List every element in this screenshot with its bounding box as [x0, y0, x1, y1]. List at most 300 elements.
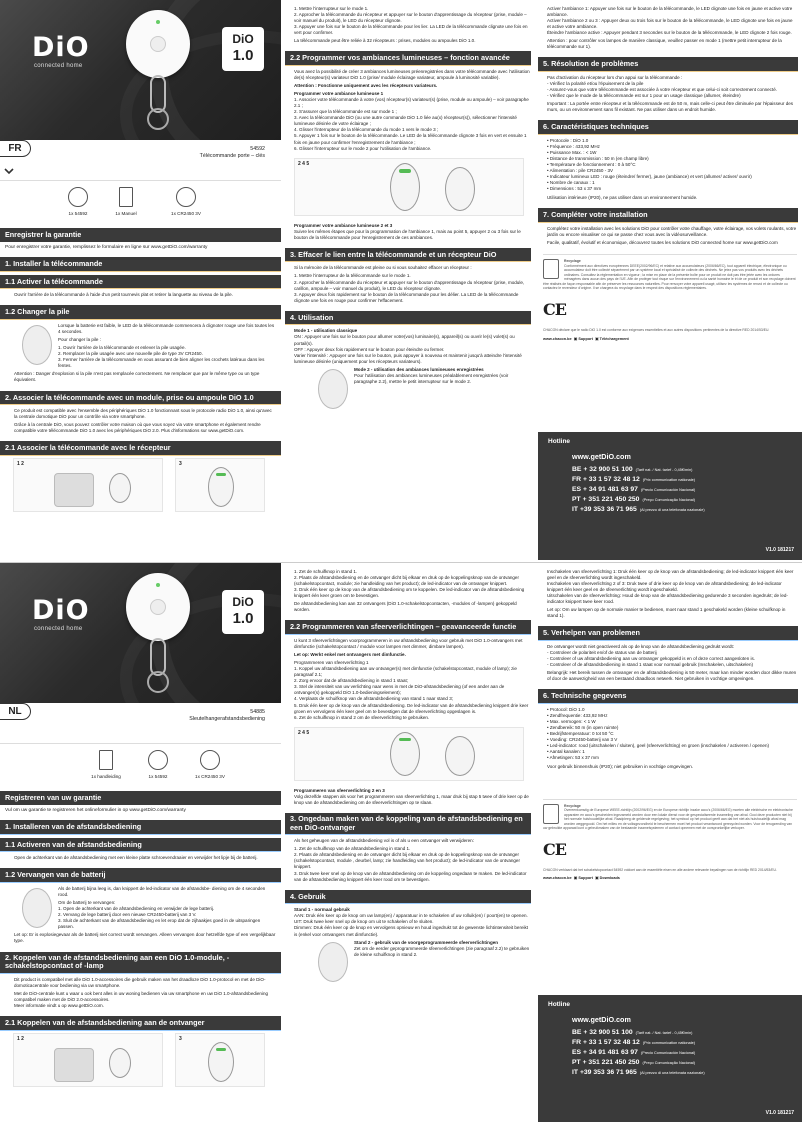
warranty-text: Vul om uw garantie te registreren het onlineformulier in op www.getDiO.com/warranty [5, 807, 186, 813]
figure-step-3 [175, 458, 265, 512]
weee-bin-icon [543, 804, 559, 824]
spec-item: • Voeding: CR2450-batterij van 3 V [547, 737, 618, 743]
phone-country: FR [572, 1039, 582, 1047]
receiver-image [54, 473, 94, 507]
section-3-text [285, 835, 535, 886]
paragraph: Ce produit est compatible avec l'ensemble des périphériques DiO 1.0 fonctionnant sous le protocole radio DiO 1.0, ainsi qu'avec la centrale domotique DiO pour un contrôle via votre smartphone. [14, 408, 272, 420]
figure-ambiance [294, 727, 524, 781]
spec-item: • Protocole : DiO 1.0 [547, 138, 589, 144]
paragraph: 1. Zet de schuifknop in stand 1. [294, 569, 358, 574]
warranty-text: Pour enregistrer votre garantie, remplissez le formulaire en ligne sur www.getDiO.com/warranty [5, 244, 208, 250]
paragraph: 1. Mettre l'interrupteur sur le mode 1. [294, 6, 369, 11]
paragraph: 1. Ouvrir l'arrière de la télécommande et enlever la pile usagée. [58, 345, 186, 351]
phone-country: IT [572, 506, 579, 514]
content-label: 1x CR2450 3V [195, 774, 225, 779]
spec-item: • Alimentation : pile CR2450 - 3V [547, 168, 614, 174]
warranty-title: Enregistrer la garantie [0, 228, 281, 242]
paragraph: 3. Druk twee keer snel op de knop van de afstandsbediening om de koppeling ongedaan te maken. De led-indicator van de afstandsbediening knippert één keer rood om te bevestigen. [294, 870, 527, 882]
figure-ambiance [294, 158, 524, 216]
spec-item: • Max. vermogen: < 1 W [547, 719, 596, 725]
paragraph: Utilisation intérieure (IP20), ne pas utiliser dans un environnement humide. [547, 195, 698, 201]
paragraph: Suivre les mêmes étapes que pour la programmation de l'ambiance 1, mais au point 5, appuyer 2 ou 3 fois sur le bouton de la télécommande pour l'enregistrement de ces ambiances. [294, 228, 521, 240]
figure-label: 3 [179, 461, 182, 468]
dio-1-badge [222, 27, 264, 71]
paragraph: Éteindre l'ambiance active : Appuyer pendant 3 secondes sur le bouton de la télécommande, le LED clignote 2 fois rouge. [547, 30, 792, 36]
phone-tariff: (Tarif nat. / Nat. tarief - 0,45€/min) [635, 1031, 693, 1036]
paragraph: Pas d'activation du récepteur lors d'un appui sur la télécommande : [547, 75, 683, 81]
hotline-title: Hotline [548, 438, 571, 445]
spec-item: • Protocol: DiO 1.0 [547, 707, 585, 713]
content-item [80, 750, 132, 780]
phone-tariff: (Precio Comunicación Nacional) [640, 1051, 696, 1056]
content-item [100, 187, 152, 217]
support-link[interactable]: Support [578, 336, 593, 341]
badge-line-1: DiO [232, 32, 254, 46]
paragraph: 3. Sluit de achterkant van de afstandsbediening en let erop dat de zijhaakjes goed in de uitsparingen passen. [58, 918, 261, 930]
recycling-note [543, 799, 797, 831]
subheading: Mode 2 - utilisation des ambiances lumineuses enregistrées [354, 366, 484, 372]
content-item [132, 750, 184, 780]
paragraph: - Assurez-vous que votre télécommande est associée à votre récepteur et que celui-ci soit correctement connecté. [547, 87, 777, 93]
section-1-1-title: 1.1 Activeren van de afstandsbediening [0, 838, 281, 853]
paragraph: Vous avez la possibilité de créer 3 ambiances lumineuses préenregistrées dans votre télécommande avec l'utilisation de(s) récepteur(s) variateur DiO 1.0 (prise/ module éclairage variateur, ampoule à luminosité variable). [294, 68, 530, 81]
paragraph: 5. Appuyer 1 fois sur le bouton de la télécommande. Le LED de la télécommande clignote 3 fois en vert et ensuite 1 fois en jaune pour confirmer l'enregistrement de l'ambiance ; [294, 133, 527, 145]
paragraph: Als de batterij bijna leeg is, dan knippert de led-indicator van de afstandsbe- diening om de 4 seconden rood. [58, 886, 266, 898]
phone-tariff: (Prix communication nationale) [642, 478, 695, 483]
paragraph: Important : La portée entre récepteur et la télécommande est de 50 m, mais celle-ci peut être diminuée par l'épaisseur des murs, ou un environnement sans fil existant. Ne pas utiliser dans un endroit humide. [547, 101, 794, 113]
brand-logo: DiO [32, 32, 90, 63]
paragraph: Belangrijk: Het bereik tussen de ontvanger en de afstandsbediening is 50 meter, maar kan minder worden door dikke muren of door de aanwezigheid van een bestaand draadloos netwerk. Niet gebruiken in vochtige omgevingen. [547, 670, 797, 682]
phone-country: BE [572, 1029, 582, 1037]
remote-image [390, 732, 420, 776]
dio-1-badge [222, 590, 264, 634]
section-6-text [538, 135, 802, 205]
paragraph: - Vérifiez que le mode de la télécommande est sur 1 pour un usage classique (allumer, éteindre) [547, 93, 741, 99]
figure-label: 2 4 5 [298, 729, 310, 736]
phone-tariff: (Preço Comunicação Nacional) [642, 1061, 696, 1066]
hotline-title: Hotline [548, 1001, 571, 1008]
phone-tariff: (Prix communication nationale) [642, 1041, 695, 1046]
paragraph: 1. Open de achterkant van de afstandsbediening en verwijder de lege batterij. [58, 906, 215, 912]
weee-bin-icon [543, 259, 559, 279]
section-1-2-text [0, 883, 281, 948]
paragraph: Attention : Danger d'explosion si la pile n'est pas remplacée correctement. Ne remplacer que par le même type ou un type équivalent. [14, 371, 260, 383]
phone-line [572, 1028, 792, 1038]
battery-change-illustration [22, 325, 52, 365]
ambiance-figure [290, 158, 530, 218]
content-item [160, 187, 212, 217]
section-2-2-text [285, 66, 535, 156]
phone-line [572, 475, 792, 485]
ambiance-2-3 [285, 220, 535, 245]
badge-line-2: 1.0 [232, 610, 254, 627]
product-name: Télécommande porte – clés [199, 153, 265, 160]
remote-hand-image [445, 736, 475, 776]
phone-number: + 34 91 481 63 97 [582, 486, 638, 494]
content-item [184, 750, 236, 780]
receiver-image [54, 1048, 94, 1082]
phone-country: BE [572, 466, 582, 474]
paragraph: Om de batterij te vervangen: [58, 900, 116, 906]
section-3-title: 3. Ongedaan maken van de koppeling van de afstandsbediening en een DiO-ontvanger [285, 813, 531, 836]
chevron-down-icon [4, 166, 14, 176]
content-label: 1x Manuel [115, 211, 137, 216]
phone-tariff: (Tarif nat. / Nat. tarief - 0,45€/min) [635, 468, 693, 473]
ce-block [538, 835, 802, 864]
section-6-title: 6. Caractéristiques techniques [538, 120, 798, 135]
paragraph: 4. Verplaats de schuifknop van de afstandsbediening van stand 1 naar stand 3; [294, 696, 454, 702]
paragraph: Si la mémoire de la télécommande est pleine ou si vous souhaitez effacer un récepteur : [294, 265, 472, 271]
figure-label: 1 2 [17, 1035, 24, 1042]
badge-line-1: DiO [232, 595, 254, 609]
section-7-title: 7. Compléter votre installation [538, 208, 798, 223]
paragraph: Inschakelen van sfeerverlichting 2 of 3: Druk twee of drie keer op de knop van de afstandsbediening; de led-indicator knippert één keer geel en de sfeerverlichting wordt ingeschakeld. [547, 581, 782, 593]
chacon-link[interactable]: www.chacon.be [543, 336, 572, 341]
manual-icon [99, 750, 113, 770]
nl-language-row [0, 703, 281, 743]
pairing-steps [285, 3, 535, 48]
ref-number: 54592 [250, 146, 265, 152]
paragraph: Met de DiO-centrale kunt u waar u ook bent alles in uw woning bedienen via uw smartphone en uw DiO 1.0-afstandsbediening compatibel maken met de DiO 2.0-accessoires. [14, 991, 269, 1003]
phone-number: + 33 1 57 32 48 12 [582, 1039, 640, 1047]
section-2-title: 2. Koppelen van de afstandsbediening aan een DiO 1.0-module, -schakelstopcontact of -lamp [0, 952, 281, 975]
paragraph: Voor gebruik binnenshuis (IP20); niet gebruiken in vochtige omgevingen. [547, 764, 694, 770]
spec-item: • Zendfrequentie: 433,92 MHz [547, 713, 608, 719]
figure-step-1-2 [13, 458, 163, 512]
section-1-1-title: 1.1 Activer la télécommande [0, 275, 281, 290]
section-1-2-text [0, 320, 281, 387]
paragraph: Ouvrir l'arrière de la télécommande à l'aide d'un petit tournevis plat et retirer la languette au niveau de la pile. [14, 292, 233, 298]
spec-item: • Afmetingen: 53 x 37 mm [547, 755, 599, 761]
manual-icon [119, 187, 133, 207]
spec-item: • Température de fonctionnement : 0 à 50°C [547, 162, 636, 168]
spec-item: • Indicateur lumineux LED : rouge (éteindre/ fermer), jaune (ambiance) et vert (allumer/ activer/ ouvrir) [547, 174, 752, 180]
section-1-title: 1. Installeren van de afstandsbediening [0, 820, 281, 835]
battery-change-illustration [22, 888, 52, 928]
paragraph: 3. Avec la télécommande DiO (ou une autre commande DiO 1.0 liée au(x) récepteur(s)), sélectionner l'intensité lumineuse désirée de votre éclairage ; [294, 115, 517, 127]
phone-number: + 34 91 481 63 97 [582, 1049, 638, 1057]
pairing-figure [5, 458, 276, 514]
paragraph: ON : Appuyer une fois sur le bouton pour allumer votre(vos) luminaire(s), appareil(s) ou ouvrir le(s) volet(s) ou portail(s). [294, 334, 515, 346]
brand-subtitle: connected home [34, 626, 83, 632]
ce-mark-icon: CE [543, 839, 566, 859]
recycling-note [543, 254, 797, 291]
recycling-text: Overeenkomstig de Europese WEEE-richtlijn (2002/96/EG) en de Europese richtlijn inzake accu's (2006/66/EG) moeten alle elektrische en elektronische apparaten en accu's gescheiden ingezameld worden door een lokale dienst voor de gespecialiseerde inzameling van afval. Gooi deze producten niet bij het normale huishoudelijke afval. Raadpleeg de geldende regelgeving; het symbool op het product geeft aan dat het niet als huishoudelijk afval mag worden weggegooid. Om het milieu en de volksgezondheid te beschermen moet het product verantwoord gerecycled worden. Voor de terugzending van uw gebruikte apparaat kunt u gebruikmaken van de bestaande inzamelsystemen of contact opnemen met de oorspronkelijke verkoper. [543, 808, 793, 831]
language-tab: NL [0, 703, 31, 720]
paragraph: UIT: Druk twee keer snel op de knop om uit te schakelen of te sluiten. [294, 919, 434, 925]
nl-column-3 [538, 563, 802, 1122]
figure-label: 1 2 [17, 461, 24, 468]
section-2-2-title: 2.2 Programmer vos ambiances lumineuses – fonction avancée [285, 51, 531, 66]
paragraph: Pour changer la pile : [58, 337, 101, 343]
remote-image [126, 10, 190, 78]
phone-line [572, 1058, 792, 1068]
ce-mark-icon: CE [543, 299, 566, 319]
remote-image [126, 573, 190, 641]
nl-column-2 [285, 563, 535, 1122]
spec-item: • Nombre de canaux : 1 [547, 180, 595, 186]
phone-line [572, 1068, 792, 1078]
section-6-title: 6. Technische gegevens [538, 689, 798, 704]
section-4-title: 4. Gebruik [285, 890, 531, 905]
ce-declaration [543, 328, 797, 333]
section-2-1-title: 2.1 Koppelen van de afstandsbediening aan de ontvanger [0, 1016, 281, 1031]
phone-line [572, 505, 792, 515]
spec-item: • Puissance Max. : < 1W [547, 150, 597, 156]
website-link[interactable]: www.getDiO.com [572, 451, 631, 461]
phone-number: + 351 221 450 250 [582, 1059, 640, 1067]
paragraph: De ontvanger wordt niet geactiveerd als op de knop van de afstandsbediening gedrukt wordt: [547, 644, 735, 650]
paragraph: Activer l'ambiance 2 ou 3 : Appuyer deux ou trois fois sur le bouton de la télécommande, le LED clignote une fois en jaune et active votre ambiance. [547, 18, 793, 30]
paragraph: De afstandsbediening kan aan 32 ontvangers (DiO 1.0-schakelstopcontacten, -modules of -lampen) gekoppeld worden. [294, 601, 517, 613]
paragraph: 3. Appuyer deux fois rapidement sur le bouton de la télécommande pour les délier. La LED de la télécommande clignote une fois en rouge pour confirmer l'effacement. [294, 291, 519, 303]
remote-icon [148, 750, 168, 770]
phone-number: + 32 900 51 100 [583, 466, 633, 474]
phone-country: ES [572, 486, 582, 494]
dutch-half [0, 562, 802, 1122]
remote-led-image [208, 1042, 234, 1082]
paragraph: 2. Vervang de lege batterij door een nieuwe CR2450-batterij van 3 V. [58, 912, 197, 918]
paragraph: 5. Druk één keer op de knop van de afstandsbediening. De led-indicator van de afstandsbediening knippert drie keer groen en vervolgens één keer geel om te bevestigen dat de sfeerverlichting opgeslagen is. [294, 702, 529, 714]
paragraph: 3. Druk één keer op de knop van de afstandsbediening om te koppelen. De led-indicator van de afstandsbediening knippert één keer groen om te bevestigen. [294, 587, 525, 599]
section-4-text [285, 325, 535, 412]
link-row: www.chacon.be ▣ Support ▣ Downloads [543, 876, 620, 881]
content-label: 1x handleiding [91, 774, 121, 779]
section-5-text [538, 72, 802, 117]
remote-image [109, 473, 131, 503]
paragraph: 2. Approcher la télécommande du récepteur et appuyer sur le bouton d'apprentissage du récepteur (prise, module, carillon, ampoule – voir manuel du produit), le LED du récepteur clignote. [294, 279, 525, 291]
phone-line [572, 465, 792, 475]
section-1-1-text [0, 852, 281, 865]
phone-country: IT [572, 1069, 579, 1077]
paragraph: AAN: Druk één keer op de knop om uw lamp(en) / apparatuur in te schakelen of uw rolluik(en) / poort(en) te openen. [294, 913, 528, 919]
subheading: Programmer votre ambiance lumineuse 2 et 3 [294, 222, 393, 228]
paragraph [294, 83, 530, 89]
section-2-title: 2. Associer la télécommande avec un module, prise ou ampoule DiO 1.0 [0, 391, 281, 406]
section-1-2-title: 1.2 Changer la pile [0, 305, 281, 320]
link-row: www.chacon.be ▣ Support ▣ Téléchargement [543, 336, 629, 341]
phone-line [572, 495, 792, 505]
section-1-1-text [0, 289, 281, 302]
hotline-box [538, 432, 802, 560]
phone-number: + 32 900 51 100 [583, 1029, 633, 1037]
download-link[interactable]: Downloads [599, 876, 620, 881]
paragraph: Meer informatie vindt u op www.getDiO.com. [14, 1003, 104, 1009]
paragraph: - Controleer of de afstandsbediening in stand 1 staat voor normaal gebruik (Inschakelen, uitschakelen) [547, 662, 753, 668]
ambiance-figure [290, 727, 530, 783]
paragraph: Dit product is compatibel met alle DiO 1.0-accessoires die gebruik maken van het draadloze DiO 1.0-protocol en met de DiO-domoticacentrale voor bediening via uw smartphone. [14, 977, 266, 989]
phone-number: +39 353 36 71 965 [579, 1069, 637, 1077]
subheading: Programmer votre ambiance lumineuse 1 [294, 91, 384, 97]
phone-tariff: (Al prezzo di una telefonata nazionale) [639, 508, 705, 513]
keyring-ring-icon [147, 671, 169, 693]
paragraph: Volg dezelfde stappen als voor het programmeren van sfeerverlichting 1, maar druk bij stap 5 twee of drie keer op de knop van de afstandsbediening om de sfeerverlichtingen op te slaan. [294, 793, 529, 805]
paragraph: Activer l'ambiance 1: Appuyer une fois sur le bouton de la télécommande, le LED clignote une fois en jaune et active votre ambiance. [547, 6, 793, 18]
ce-note: CHACON déclare que le radio DiO 1.0 est conforme aux exigences essentielles et aux autres dispositions pertinentes de la directive RED 2014/53/EU. [543, 328, 770, 333]
spec-item: • Dimensions : 53 x 37 mm [547, 186, 602, 192]
phone-line [572, 1048, 792, 1058]
content-label: 1x 54592 [148, 774, 168, 779]
spec-item: • Distance de transmission : 50 m (en champ libre) [547, 156, 649, 162]
section-2-text [0, 974, 281, 1013]
ce-note: CHACON verklaart dat het schakelstopcontact 54592 voldoet aan de essentiële eisen en alle andere relevante bepalingen van de richtlijn RED 2014/53/EU. [543, 867, 777, 872]
spec-item: • Zendbereik: 50 m (in open ruimte) [547, 725, 619, 731]
paragraph: 2. Plaats de afstandsbediening en de ontvanger dicht bij elkaar en druk op de koppelingsknop van de ontvanger (schakelstopcontact, module; zie handleiding van het product); de led-indicator van de ontvanger knippert. [294, 575, 519, 587]
paragraph: 3. Appuyer une fois sur le bouton de la télécommande pour les lier. La LED de la télécommande clignote une fois en vert pour confirmer. [294, 24, 528, 36]
paragraph: - Controleer of uw afstandsbediening aan uw ontvanger gekoppeld is en of deze correct aangesloten is. [547, 656, 756, 662]
website-link[interactable]: www.getDiO.com [572, 1014, 631, 1024]
section-3-title: 3. Effacer le lien entre la télécommande et un récepteur DiO [285, 248, 531, 263]
fr-column-2 [285, 0, 535, 560]
section-1-2-title: 1.2 Vervangen van de batterij [0, 868, 281, 883]
paragraph: Let op: Om uw lampen op de normale manier te bedienen, moet naar stand 1 geschakeld worden (kleine schuifknop in stand 1). [547, 607, 786, 619]
paragraph: 6. Glisser l'interrupteur sur le mode 2 pour l'utilisation de l'ambiance. [294, 145, 432, 151]
figure-step-3 [175, 1033, 265, 1087]
phone-number: +39 353 36 71 965 [579, 506, 637, 514]
figure-label: 2 4 5 [298, 160, 310, 167]
product-name: Sleutelhangerafstandsbediening [189, 716, 265, 723]
paragraph: 2. Zorg ervoor dat de afstandsbediening in stand 1 staat; [294, 678, 408, 684]
badge-line-2: 1.0 [232, 47, 254, 64]
figure-label: 3 [179, 1035, 182, 1042]
paragraph: Pour l'utilisation des ambiances lumineuses préalablement enregistrées (voir paragraphe 2.2), mettre le petit interrupteur sur le mode 2. [354, 372, 509, 384]
phone-country: PT [572, 1059, 581, 1067]
pairing-figure [5, 1033, 276, 1089]
section-7-text [538, 223, 802, 250]
section-5-title: 5. Résolution de problèmes [538, 57, 798, 72]
spec-item: • Led-indicator: rood (uitschakelen / sluiten), geel (sfeerverlichting) en groen (inschakelen / activeren / openen) [547, 743, 769, 749]
warning-text: Attention : Fonctionne uniquement avec les récepteurs variateurs. [294, 83, 438, 89]
section-2-text [0, 405, 281, 438]
french-half [0, 0, 802, 560]
paragraph: 3. Stel de intensiteit van uw verlichting naar wens in met de DiO-afstandsbediening (of een ander aan de ontvanger(s) gekoppeld DiO 1.0-bedieningselement); [294, 684, 505, 696]
spec-item: • Aantal kanalen: 1 [547, 749, 585, 755]
phone-tariff: (Preço Comunicação Nacional) [642, 498, 696, 503]
paragraph: Zet om de eerder geprogrammeerde sfeerverlichtingen (zie paragraaf 2.2) te gebruiken de kleine schuifknop in stand 2. [354, 945, 530, 957]
phone-country: FR [572, 476, 582, 484]
mode-switch-illustration [318, 942, 348, 982]
product-ref [189, 709, 265, 723]
download-link[interactable]: Téléchargement [599, 336, 629, 341]
phone-tariff: (Precio Comunicación Nacional) [640, 488, 696, 493]
fr-column-1 [0, 0, 281, 560]
box-contents [0, 180, 281, 228]
phone-line [572, 1038, 792, 1048]
hotline-box [538, 995, 802, 1122]
fr-cover [0, 0, 281, 140]
version-label: V1.0 181217 [765, 547, 794, 554]
content-label: 1x 54592 [68, 211, 88, 216]
paragraph: Inschakelen van sfeerverlichting 1: Druk één keer op de knop van de afstandsbediening; de led-indicator knippert één keer geel en de sfeerverlichting wordt ingeschakeld. [547, 569, 794, 581]
brand-logo: DiO [32, 595, 90, 626]
paragraph: Open de achterkant van de afstandsbediening met een kleine platte schroevendraaier en verwijder het lipje bij de batterij. [14, 855, 258, 861]
paragraph: 1. Mettre l'interrupteur de la télécommande sur le mode 1. [294, 273, 411, 279]
chacon-link[interactable]: www.chacon.be [543, 876, 572, 881]
subheading: Stand 2 - gebruik van de voorgeprogrammeerde sfeerverlichtingen [354, 939, 499, 945]
paragraph: Complétez votre installation avec les solutions DiO pour contrôler votre chauffage, votre éclairage, vos volets roulants, votre jardin ou encore visualiser ce qui se passe chez vous avec la vidéosurveillance. [547, 226, 797, 238]
pairing-steps [285, 566, 535, 617]
subheading: Programmeren van sfeerverlichting 2 en 3 [294, 787, 385, 793]
content-label: 1x CR2450 3V [171, 211, 201, 216]
phone-tariff: (Al prezzo di una telefonata nazionale) [639, 1071, 705, 1076]
section-6-text [538, 704, 802, 774]
brand-subtitle: connected home [34, 63, 83, 69]
battery-icon [176, 187, 196, 207]
section-3-text [285, 262, 535, 307]
remote-led-image [208, 467, 234, 507]
paragraph: Als het geheugen van de afstandsbediening vol is of als u een ontvanger wilt verwijderen: [294, 838, 474, 844]
paragraph: 4. Glisser l'interrupteur de la télécommande du mode 1 vers le mode 3 ; [294, 127, 439, 133]
content-item [52, 187, 104, 217]
section-1-title: 1. Installer la télécommande [0, 257, 281, 272]
paragraph: Grâce à la centrale DiO, vous pouvez contrôler votre maison où que vous soyez via votre smartphone et également rendre compatible votre télécommande DiO 1.0 avec les périphériques DiO 2.0. Plus d'informations sur www.getDiO.com. [14, 422, 261, 434]
paragraph: Lorsque la batterie est faible, le LED de la télécommande commencera à clignoter rouge une fois toutes les 4 secondes. [58, 323, 275, 335]
recycling-title: Recyclage [564, 259, 581, 264]
paragraph: 1. Zet de schuifknop van de afstandsbediening in stand 1. [294, 846, 411, 852]
paragraph: 3. Fermer l'arrière de la télécommande en vous assurant de bien aligner les crochets latéraux dans les fentes. [58, 357, 265, 369]
warning-text: Let op: Werkt enkel met ontvangers met dimfunctie. [294, 652, 406, 658]
paragraph: Dimmen: Druk één keer op de knop en vervolgens opnieuw en houd ingedrukt tot de gewenste lichtintensiteit bereikt is (enkel voor ontvangers met dimfunctie). [294, 925, 529, 937]
paragraph: 1. Associer votre télécommande à votre (vos) récepteur(s) variateur(s) (prise, module ou ampoule) – voir paragraphe 2.1 ; [294, 97, 529, 109]
figure-step-1-2 [13, 1033, 163, 1087]
paragraph: 2. Plaats de afstandsbediening en de ontvanger dicht bij elkaar en druk op de koppelingsknop van de ontvanger (schakelstopcontact, module , deurbel, lamp; zie handleiding van het product); de led-indicator van de ontvanger knippert. [294, 852, 520, 870]
paragraph: 2. Remplacer la pile usagée avec une nouvelle pile de type 3V CR2450. [58, 351, 203, 357]
section-2-2-text [285, 635, 535, 725]
language-tab: FR [0, 140, 31, 157]
ce-block [538, 295, 802, 324]
paragraph: 1. Koppel uw afstandsbediening aan uw ontvanger(s) met dimfunctie (schakelstopcontact, module of lamp); zie paragraaf 2.1; [294, 666, 517, 678]
spec-item: • Fréquence : 433,92 MHz [547, 144, 600, 150]
fr-language-row [0, 140, 281, 180]
section-4-text [285, 904, 535, 985]
spec-item: • Bedrijfstemperatuur: 0 tot 50 °C [547, 731, 614, 737]
paragraph: La télécommande peut être reliée à 32 récepteurs : prises, modules ou ampoules DiO 1.0. [294, 38, 476, 44]
nl-cover [0, 563, 281, 703]
paragraph: OFF : Appuyer deux fois rapidement sur le bouton pour éteindre ou fermer. [294, 346, 445, 352]
paragraph: Uitschakelen van de sfeerverlichting: Houd de knop van de afstandsbediening gedurende 3 seconden ingedrukt; de led-indicator knippert twee keer rood. [547, 593, 788, 605]
paragraph: Varier l'intensité : Appuyer une fois sur le bouton, puis appuyer à nouveau et maintenir jusqu'à atteindre l'intensité lumineuse désirée (uniquement pour les récepteurs variateurs). [294, 352, 522, 364]
section-4-title: 4. Utilisation [285, 311, 531, 326]
remote-image [109, 1048, 131, 1078]
support-link[interactable]: Support [578, 876, 593, 881]
paragraph [294, 652, 530, 658]
battery-icon [200, 750, 220, 770]
phone-number: + 33 1 57 32 48 12 [582, 476, 640, 484]
paragraph: Let op: Er is explosiegevaar als de batterij niet correct wordt vervangen. Alleen vervangen door hetzelfde type of een vergelijkbaar type. [14, 932, 276, 944]
remote-hand-image [445, 167, 475, 211]
remote-image [390, 163, 420, 211]
paragraph: - Controleer de polariteit en/of de status van de batterij [547, 650, 657, 656]
remote-icon [68, 187, 88, 207]
paragraph: Facile, qualitatif, évolutif et économique, découvrez toutes les solutions DiO connected home sur www.getDiO.com [547, 240, 778, 246]
phone-line [572, 485, 792, 495]
ambiance-usage [538, 3, 802, 54]
ambiance-2-3 [285, 785, 535, 810]
warranty-title: Registreren van uw garantie [0, 791, 281, 805]
phone-number: + 351 221 450 250 [582, 496, 640, 504]
nl-column-1 [0, 563, 281, 1122]
subheading: Programmeren van sfeerverlichting 1 [294, 660, 369, 666]
section-2-2-title: 2.2 Programmeren van sfeerverlichtingen – geavanceerde functie [285, 620, 531, 635]
subheading: Mode 1 - utilisation classique [294, 328, 358, 334]
section-5-text [538, 641, 802, 686]
phone-country: ES [572, 1049, 582, 1057]
recycling-title: Recyclage [564, 803, 581, 808]
recycling-text: Conformément aux directives européennes DEEE(2002/96/EC) et relative aux accumulateurs (2006/66/EC), tout appareil électrique, électronique ou accumulateur doit être collecté séparément par un système local et spécialisé de collecte des déchets. Ne jetez pas vos produits avec les déchets ordinaires. Consultez la réglementation en vigueur ; la mise en place de la présente boîte pour ce produit ne doit pas être jetée avec les ordures ménagères dans aucun des pays de l'UE. Afin de protéger tout risque sur l'environnement ou la santé humaine le tri de ce produit et son recyclage doivent être réalisés de façon responsable afin de préserver les ressources naturelles. Pour renvoyer votre appareil usagé, utilisez les systèmes de renvoi et de collecte ou contactez le revendeur d'origine. Il se chargera du recyclage dans le respect des dispositions réglementaires. [543, 263, 796, 291]
phone-country: PT [572, 496, 581, 504]
paragraph: 2. Approcher la télécommande du récepteur et appuyer sur le bouton d'apprentissage du récepteur (prise, module – voir manuel du produit), le LED du récepteur clignote. [294, 12, 527, 24]
box-contents [0, 743, 281, 791]
